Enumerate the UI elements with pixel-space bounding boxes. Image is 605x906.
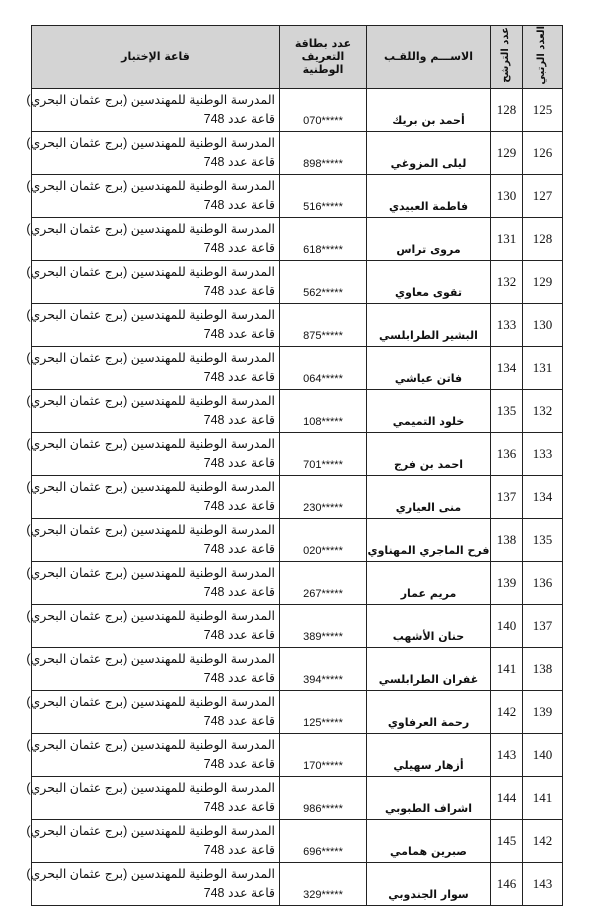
exam-hall-school: المدرسة الوطنية للمهندسين (برج عثمان البحري) [26, 780, 275, 795]
candidate-number-cell: 132 [491, 260, 523, 303]
table-row [32, 131, 563, 174]
exam-hall-cell [26, 432, 280, 475]
order-number-cell: 135 [523, 518, 563, 561]
table-row [32, 647, 563, 690]
candidate-number-cell: 142 [491, 690, 523, 733]
exam-hall-school: المدرسة الوطنية للمهندسين (برج عثمان البحري) [26, 221, 275, 236]
candidate-name-cell: سوار الجندوبي [367, 862, 491, 905]
table-row [32, 88, 563, 131]
table-row [32, 561, 563, 604]
candidate-name-cell: منى العياري [367, 475, 491, 518]
exam-hall-room: قاعة عدد 748 [203, 197, 275, 212]
order-number-cell: 125 [523, 88, 563, 131]
exam-hall-school: المدرسة الوطنية للمهندسين (برج عثمان البحري) [26, 565, 275, 580]
national-id-cell: 394***** [280, 647, 367, 690]
candidate-number-cell: 137 [491, 475, 523, 518]
order-number-cell: 132 [523, 389, 563, 432]
order-number-cell: 139 [523, 690, 563, 733]
national-id-cell: 562***** [280, 260, 367, 303]
table-row [32, 260, 563, 303]
exam-hall-cell [26, 518, 280, 561]
exam-hall-school: المدرسة الوطنية للمهندسين (برج عثمان البحري) [26, 350, 275, 365]
order-number-cell: 126 [523, 131, 563, 174]
exam-hall-school: المدرسة الوطنية للمهندسين (برج عثمان البحري) [26, 264, 275, 279]
exam-hall-cell [26, 604, 280, 647]
order-number-cell: 143 [523, 862, 563, 905]
header-name: الاســـم واللقـب [367, 26, 491, 89]
candidate-number-cell: 131 [491, 217, 523, 260]
candidate-name-cell: حنان الأشهب [367, 604, 491, 647]
national-id-cell: 064***** [280, 346, 367, 389]
order-number-cell: 128 [523, 217, 563, 260]
exam-hall-cell [26, 819, 280, 862]
order-number-cell: 137 [523, 604, 563, 647]
exam-hall-cell [26, 862, 280, 905]
table-row [32, 690, 563, 733]
table-row [32, 475, 563, 518]
candidate-number-cell: 143 [491, 733, 523, 776]
national-id-cell: 125***** [280, 690, 367, 733]
exam-hall-school: المدرسة الوطنية للمهندسين (برج عثمان البحري) [26, 178, 275, 193]
exam-hall-room: قاعة عدد 748 [203, 627, 275, 642]
national-id-cell: 875***** [280, 303, 367, 346]
national-id-cell: 701***** [280, 432, 367, 475]
exam-hall-room: قاعة عدد 748 [203, 412, 275, 427]
table-row [32, 733, 563, 776]
table-row [32, 389, 563, 432]
candidate-number-cell: 135 [491, 389, 523, 432]
candidate-number-cell: 140 [491, 604, 523, 647]
exam-hall-school: المدرسة الوطنية للمهندسين (برج عثمان البحري) [26, 479, 275, 494]
exam-hall-school: المدرسة الوطنية للمهندسين (برج عثمان البحري) [26, 522, 275, 537]
candidate-number-cell: 145 [491, 819, 523, 862]
candidate-number-cell: 141 [491, 647, 523, 690]
table-row [32, 819, 563, 862]
order-number-cell: 130 [523, 303, 563, 346]
table-row [32, 604, 563, 647]
candidates-table [26, 25, 563, 906]
candidate-name-cell: ليلى المزوغي [367, 131, 491, 174]
exam-hall-cell [26, 690, 280, 733]
order-number-cell: 140 [523, 733, 563, 776]
candidate-name-cell: أزهار سهيلي [367, 733, 491, 776]
table-row [32, 303, 563, 346]
exam-hall-room: قاعة عدد 748 [203, 154, 275, 169]
national-id-cell: 986***** [280, 776, 367, 819]
exam-hall-room: قاعة عدد 748 [203, 369, 275, 384]
exam-hall-school: المدرسة الوطنية للمهندسين (برج عثمان البحري) [26, 135, 275, 150]
order-number-cell: 136 [523, 561, 563, 604]
exam-hall-school: المدرسة الوطنية للمهندسين (برج عثمان البحري) [26, 651, 275, 666]
exam-hall-room: قاعة عدد 748 [203, 756, 275, 771]
exam-hall-cell [26, 88, 280, 131]
exam-hall-room: قاعة عدد 748 [203, 885, 275, 900]
national-id-cell: 329***** [280, 862, 367, 905]
order-number-cell: 127 [523, 174, 563, 217]
exam-hall-room: قاعة عدد 748 [203, 713, 275, 728]
candidate-name-cell: صبرين همامي [367, 819, 491, 862]
exam-hall-room: قاعة عدد 748 [203, 842, 275, 857]
candidate-name-cell: رحمة العرفاوي [367, 690, 491, 733]
candidate-name-cell: اشراف الطبوبي [367, 776, 491, 819]
candidate-number-cell: 130 [491, 174, 523, 217]
exam-hall-cell [26, 217, 280, 260]
candidate-name-cell: أحمد بن بريك [367, 88, 491, 131]
header-exam-hall: قاعة الإختبار [32, 26, 280, 89]
national-id-cell: 516***** [280, 174, 367, 217]
exam-hall-room: قاعة عدد 748 [203, 498, 275, 513]
national-id-cell: 020***** [280, 518, 367, 561]
table-header [32, 26, 563, 89]
candidate-number-cell: 129 [491, 131, 523, 174]
national-id-cell: 898***** [280, 131, 367, 174]
table-row [32, 346, 563, 389]
table-body [26, 88, 563, 905]
table-row [32, 776, 563, 819]
national-id-cell: 070***** [280, 88, 367, 131]
exam-hall-cell [26, 303, 280, 346]
candidate-number-cell: 128 [491, 88, 523, 131]
table-row [32, 217, 563, 260]
candidate-name-cell: مروى تراس [367, 217, 491, 260]
exam-hall-school: المدرسة الوطنية للمهندسين (برج عثمان البحري) [26, 866, 275, 881]
exam-hall-school: المدرسة الوطنية للمهندسين (برج عثمان البحري) [26, 436, 275, 451]
header-row [32, 26, 563, 89]
exam-hall-cell [26, 647, 280, 690]
exam-hall-cell [26, 733, 280, 776]
national-id-cell: 389***** [280, 604, 367, 647]
candidate-name-cell: فاطمة العبيدي [367, 174, 491, 217]
order-number-cell: 134 [523, 475, 563, 518]
national-id-cell: 267***** [280, 561, 367, 604]
candidate-number-cell: 134 [491, 346, 523, 389]
order-number-cell: 133 [523, 432, 563, 475]
order-number-cell: 129 [523, 260, 563, 303]
exam-hall-room: قاعة عدد 748 [203, 455, 275, 470]
exam-hall-room: قاعة عدد 748 [203, 670, 275, 685]
candidate-number-cell: 133 [491, 303, 523, 346]
exam-hall-cell [26, 389, 280, 432]
exam-hall-cell [26, 131, 280, 174]
candidate-name-cell: مريم عمار [367, 561, 491, 604]
exam-hall-school: المدرسة الوطنية للمهندسين (برج عثمان البحري) [26, 823, 275, 838]
candidate-name-cell: احمد بن فرج [367, 432, 491, 475]
national-id-cell: 108***** [280, 389, 367, 432]
header-candidate-number: عدد الترشح [491, 26, 523, 89]
national-id-cell: 230***** [280, 475, 367, 518]
order-number-cell: 141 [523, 776, 563, 819]
table-row [32, 862, 563, 905]
candidate-number-cell: 138 [491, 518, 523, 561]
exam-hall-cell [26, 260, 280, 303]
candidate-name-cell: فرح الماجري المهناوي [367, 518, 491, 561]
national-id-cell: 696***** [280, 819, 367, 862]
candidate-name-cell: فاتن عياشي [367, 346, 491, 389]
order-number-cell: 138 [523, 647, 563, 690]
exam-hall-cell [26, 561, 280, 604]
order-number-cell: 131 [523, 346, 563, 389]
table-row [32, 518, 563, 561]
national-id-cell: 618***** [280, 217, 367, 260]
table-row [32, 432, 563, 475]
exam-hall-school: المدرسة الوطنية للمهندسين (برج عثمان البحري) [26, 393, 275, 408]
candidate-name-cell: البشير الطرابلسي [367, 303, 491, 346]
exam-hall-school: المدرسة الوطنية للمهندسين (برج عثمان البحري) [26, 694, 275, 709]
exam-hall-school: المدرسة الوطنية للمهندسين (برج عثمان البحري) [26, 307, 275, 322]
exam-hall-school: المدرسة الوطنية للمهندسين (برج عثمان البحري) [26, 737, 275, 752]
exam-hall-room: قاعة عدد 748 [203, 799, 275, 814]
header-order: العدد الرتبي [523, 26, 563, 89]
exam-hall-room: قاعة عدد 748 [203, 326, 275, 341]
candidate-number-cell: 146 [491, 862, 523, 905]
table-row [32, 174, 563, 217]
exam-hall-room: قاعة عدد 748 [203, 111, 275, 126]
exam-hall-cell [26, 174, 280, 217]
exam-hall-room: قاعة عدد 748 [203, 240, 275, 255]
candidate-number-cell: 144 [491, 776, 523, 819]
exam-hall-school: المدرسة الوطنية للمهندسين (برج عثمان البحري) [26, 92, 275, 107]
candidate-name-cell: خلود التميمي [367, 389, 491, 432]
exam-hall-cell [26, 776, 280, 819]
candidate-number-cell: 139 [491, 561, 523, 604]
exam-hall-room: قاعة عدد 748 [203, 541, 275, 556]
candidate-name-cell: غفران الطرابلسي [367, 647, 491, 690]
candidate-name-cell: تقوى معاوي [367, 260, 491, 303]
candidate-number-cell: 136 [491, 432, 523, 475]
national-id-cell: 170***** [280, 733, 367, 776]
exam-hall-cell [26, 475, 280, 518]
order-number-cell: 142 [523, 819, 563, 862]
header-national-id: عدد بطاقة التعريف الوطنية [280, 26, 367, 89]
exam-hall-room: قاعة عدد 748 [203, 283, 275, 298]
exam-hall-cell [26, 346, 280, 389]
exam-hall-room: قاعة عدد 748 [203, 584, 275, 599]
exam-hall-school: المدرسة الوطنية للمهندسين (برج عثمان البحري) [26, 608, 275, 623]
